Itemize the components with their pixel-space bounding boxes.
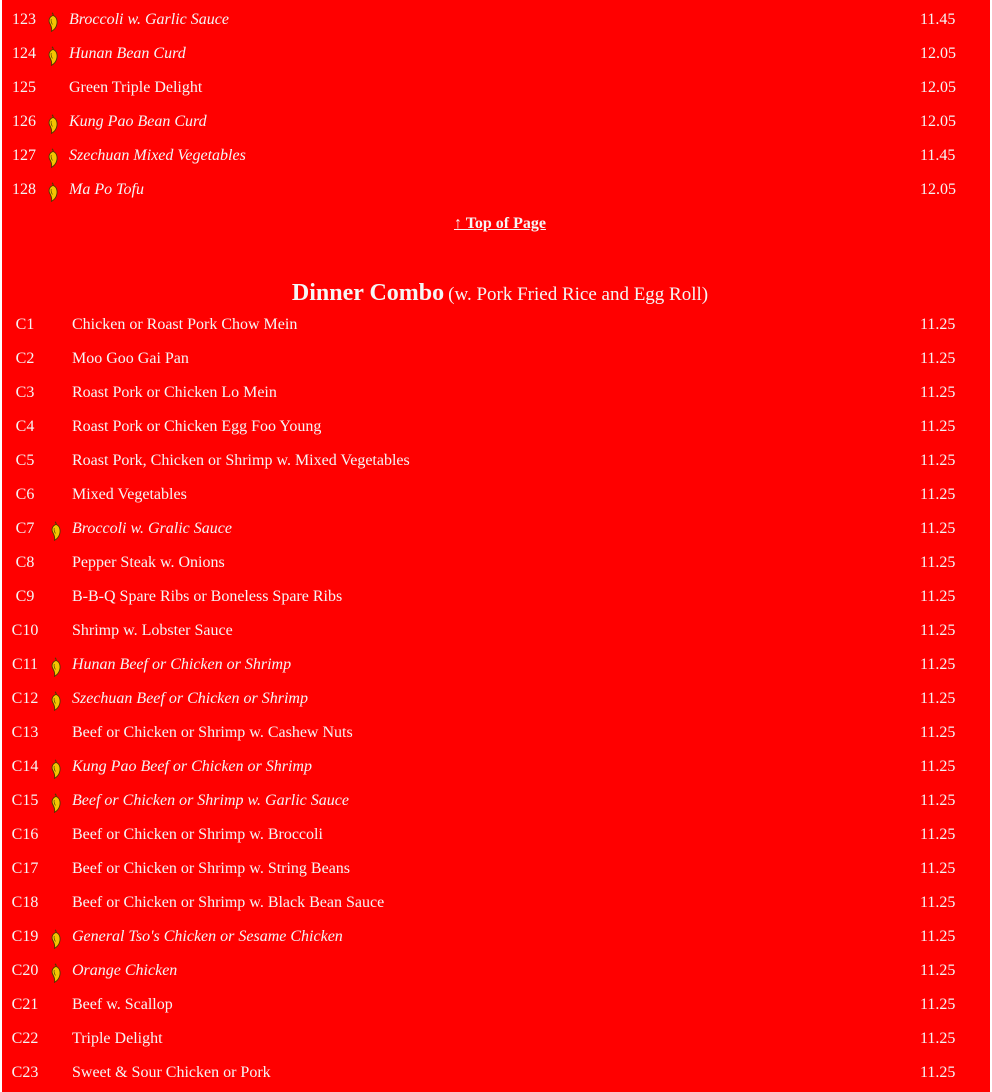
item-price: 12.05 (920, 113, 956, 130)
item-number: C19 (11, 928, 39, 945)
menu-item-row (2, 818, 990, 852)
item-price: 11.25 (920, 588, 956, 605)
item-name: Beef or Chicken or Shrimp w. Cashew Nuts (72, 724, 353, 741)
item-price: 12.05 (920, 45, 956, 62)
item-name: Roast Pork or Chicken Lo Mein (72, 384, 277, 401)
item-price: 11.25 (920, 384, 956, 401)
item-name: Szechuan Beef or Chicken or Shrimp (72, 690, 308, 707)
menu-item-row (2, 750, 990, 784)
item-price: 11.25 (920, 1064, 956, 1081)
item-price: 11.45 (920, 11, 956, 28)
item-name: General Tso's Chicken or Sesame Chicken (72, 928, 343, 945)
menu-item-row (2, 173, 990, 207)
menu-item-row (2, 954, 990, 988)
menu-item-row (2, 988, 990, 1022)
item-price: 11.25 (920, 894, 956, 911)
item-name: Chicken or Roast Pork Chow Mein (72, 316, 298, 333)
menu-item-row (2, 784, 990, 818)
menu-item-row (2, 308, 990, 342)
item-price: 11.25 (920, 928, 956, 945)
menu-item-row (2, 648, 990, 682)
item-price: 11.25 (920, 452, 956, 469)
item-price: 11.25 (920, 724, 956, 741)
item-name: Mixed Vegetables (72, 486, 187, 503)
hot-pepper-icon (47, 45, 59, 65)
hot-pepper-icon (50, 758, 62, 778)
item-number: C6 (15, 486, 35, 503)
item-number: 127 (12, 147, 36, 164)
menu-item-row (2, 546, 990, 580)
item-number: 125 (12, 79, 36, 96)
item-name: Kung Pao Bean Curd (69, 113, 207, 130)
item-name: Roast Pork, Chicken or Shrimp w. Mixed Vegetables (72, 452, 410, 469)
item-name: Triple Delight (72, 1030, 163, 1047)
item-price: 11.25 (920, 860, 956, 877)
menu-page (2, 0, 990, 1092)
item-number: C14 (11, 758, 39, 775)
item-number: C1 (15, 316, 35, 333)
menu-item-row (2, 580, 990, 614)
item-name: Szechuan Mixed Vegetables (69, 147, 246, 164)
menu-item-row (2, 1022, 990, 1056)
item-price: 11.45 (920, 147, 956, 164)
menu-item-row (2, 512, 990, 546)
item-number: C23 (11, 1064, 39, 1081)
menu-item-row (2, 920, 990, 954)
item-name: Beef w. Scallop (72, 996, 173, 1013)
item-number: C22 (11, 1030, 39, 1047)
hot-pepper-icon (50, 690, 62, 710)
item-number: C21 (11, 996, 39, 1013)
menu-item-row (2, 410, 990, 444)
item-name: Sweet & Sour Chicken or Pork (72, 1064, 271, 1081)
item-price: 11.25 (920, 826, 956, 843)
menu-item-row (2, 478, 990, 512)
menu-item-row (2, 139, 990, 173)
hot-pepper-icon (50, 656, 62, 676)
item-number: C3 (15, 384, 35, 401)
item-number: C18 (11, 894, 39, 911)
item-price: 11.25 (920, 622, 956, 639)
item-price: 12.05 (920, 79, 956, 96)
item-number: C5 (15, 452, 35, 469)
hot-pepper-icon (50, 962, 62, 982)
menu-item-row (2, 342, 990, 376)
item-price: 11.25 (920, 486, 956, 503)
item-number: C8 (15, 554, 35, 571)
item-name: B-B-Q Spare Ribs or Boneless Spare Ribs (72, 588, 343, 605)
item-price: 11.25 (920, 996, 956, 1013)
item-number: C2 (15, 350, 35, 367)
hot-pepper-icon (50, 928, 62, 948)
item-price: 11.25 (920, 792, 956, 809)
dinner-combo-title: Dinner Combo (291, 280, 445, 306)
item-number: 128 (12, 181, 36, 198)
dinner-combo-heading (2, 278, 992, 311)
item-number: C15 (11, 792, 39, 809)
top-of-page-row (2, 212, 992, 236)
item-price: 12.05 (920, 181, 956, 198)
item-number: C9 (15, 588, 35, 605)
item-price: 11.25 (920, 758, 956, 775)
item-name: Orange Chicken (72, 962, 178, 979)
menu-item-row (2, 105, 990, 139)
item-price: 11.25 (920, 418, 956, 435)
menu-item-row (2, 37, 990, 71)
item-price: 11.25 (920, 520, 956, 537)
hot-pepper-icon (47, 181, 59, 201)
menu-item-row (2, 3, 990, 37)
item-price: 11.25 (920, 350, 956, 367)
item-number: C4 (15, 418, 35, 435)
item-number: C13 (11, 724, 39, 741)
item-name: Beef or Chicken or Shrimp w. Black Bean Sauce (72, 894, 385, 911)
item-price: 11.25 (920, 316, 956, 333)
item-number: C16 (11, 826, 39, 843)
item-number: C11 (11, 656, 39, 673)
item-name: Hunan Beef or Chicken or Shrimp (72, 656, 292, 673)
item-price: 11.25 (920, 690, 956, 707)
item-name: Beef or Chicken or Shrimp w. Garlic Sauce (72, 792, 349, 809)
item-name: Shrimp w. Lobster Sauce (72, 622, 233, 639)
item-name: Roast Pork or Chicken Egg Foo Young (72, 418, 322, 435)
item-name: Pepper Steak w. Onions (72, 554, 225, 571)
menu-item-row (2, 614, 990, 648)
hot-pepper-icon (47, 113, 59, 133)
item-number: C12 (11, 690, 39, 707)
item-price: 11.25 (920, 554, 956, 571)
menu-item-row (2, 376, 990, 410)
hot-pepper-icon (47, 11, 59, 31)
item-number: C17 (11, 860, 39, 877)
hot-pepper-icon (47, 147, 59, 167)
menu-item-row (2, 886, 990, 920)
hot-pepper-icon (50, 520, 62, 540)
item-number: 126 (12, 113, 36, 130)
menu-item-row (2, 716, 990, 750)
menu-item-row (2, 852, 990, 886)
item-name: Broccoli w. Gralic Sauce (72, 520, 232, 537)
item-number: C10 (11, 622, 39, 639)
top-of-page-link[interactable]: ↑ Top of Page (453, 215, 546, 232)
item-name: Broccoli w. Garlic Sauce (69, 11, 229, 28)
hot-pepper-icon (50, 792, 62, 812)
item-price: 11.25 (920, 1030, 956, 1047)
item-number: C7 (15, 520, 35, 537)
item-name: Hunan Bean Curd (69, 45, 186, 62)
item-number: 124 (12, 45, 36, 62)
menu-item-row (2, 682, 990, 716)
menu-item-row (2, 71, 990, 105)
item-name: Green Triple Delight (69, 79, 203, 96)
menu-item-row (2, 1056, 990, 1090)
item-name: Kung Pao Beef or Chicken or Shrimp (72, 758, 312, 775)
item-name: Beef or Chicken or Shrimp w. Broccoli (72, 826, 323, 843)
item-name: Beef or Chicken or Shrimp w. String Beans (72, 860, 351, 877)
item-number: 123 (12, 11, 36, 28)
item-name: Ma Po Tofu (69, 181, 144, 198)
item-price: 11.25 (920, 656, 956, 673)
item-number: C20 (11, 962, 39, 979)
dinner-combo-subtitle: (w. Pork Fried Rice and Egg Roll) (448, 284, 709, 305)
item-name: Moo Goo Gai Pan (72, 350, 189, 367)
item-price: 11.25 (920, 962, 956, 979)
menu-item-row (2, 444, 990, 478)
